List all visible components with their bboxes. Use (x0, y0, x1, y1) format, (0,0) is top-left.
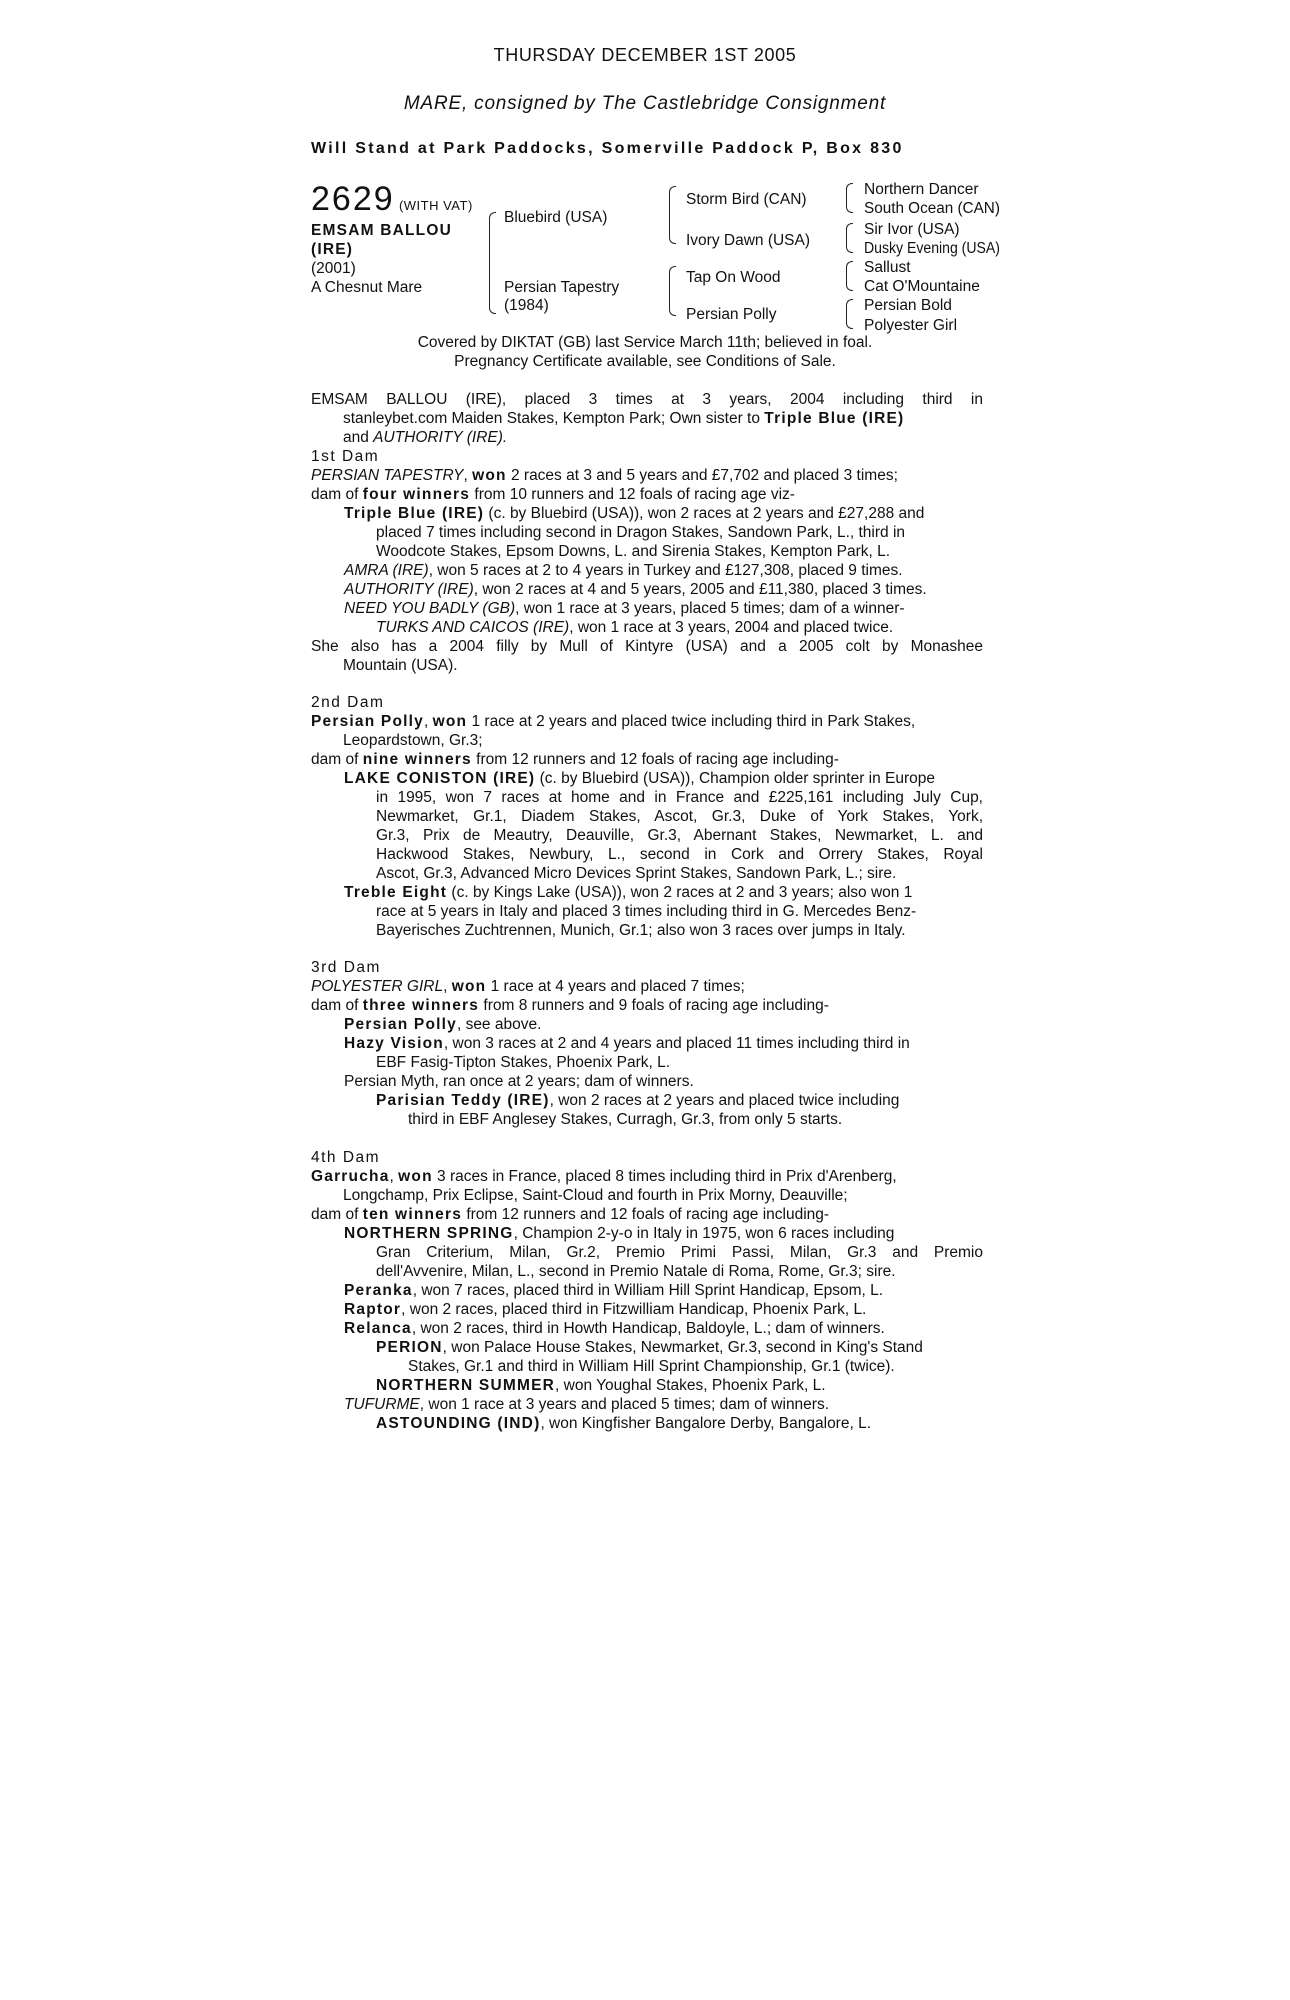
triple-blue-line-1: Triple Blue (IRE) (c. by Bluebird (USA)), won 2 races at 2 years and £27,288 and (344, 505, 925, 522)
triple-blue-line-2: placed 7 times including second in Dragon Stakes, Sandown Park, L., third in (376, 524, 906, 541)
northern-spring-line-1: NORTHERN SPRING, Champion 2-y-o in Italy in 1975, won 6 races including (344, 1225, 895, 1242)
horse-year: (2001) (311, 260, 356, 277)
intro-line-3: and AUTHORITY (IRE). (343, 429, 508, 446)
amra-line: AMRA (IRE), won 5 races at 2 to 4 years in Turkey and £127,308, placed 9 times. (344, 562, 903, 579)
pedigree-sire-dam: Ivory Dawn (USA) (686, 232, 811, 249)
relanca-line: Relanca, won 2 races, third in Howth Handicap, Baldoyle, L.; dam of winners. (344, 1320, 885, 1337)
pedigree-brace-3d (846, 299, 853, 329)
authority-line: AUTHORITY (IRE), won 2 races at 4 and 5 years, 2005 and £11,380, placed 3 times. (344, 581, 927, 598)
treble-eight-line-2: race at 5 years in Italy and placed 3 times including third in G. Mercedes Benz- (376, 903, 917, 920)
tufurme-line: TUFURME, won 1 race at 3 years and placed 5 times; dam of winners. (344, 1396, 830, 1413)
third-dam-heading: 3rd Dam (311, 959, 381, 976)
pedigree-g4: Dusky Evening (USA) (864, 240, 1000, 257)
northern-spring-line-2: Gran Criterium, Milan, Gr.2, Premio Primi Passi, Milan, Gr.3 and Premio (376, 1244, 983, 1261)
pedigree-g6: Cat O'Mountaine (864, 278, 980, 295)
lake-coniston-line-6: Ascot, Gr.3, Advanced Micro Devices Sprint Stakes, Sandown Park, L.; sire. (376, 865, 897, 882)
pedigree-g3: Sir Ivor (USA) (864, 221, 960, 238)
stand-location: Will Stand at Park Paddocks, Somerville Paddock P, Box 830 (311, 140, 904, 157)
parisian-teddy-line-1: Parisian Teddy (IRE), won 2 races at 2 years and placed twice including (376, 1092, 900, 1109)
pedigree-dam-dam: Persian Polly (686, 306, 777, 323)
parisian-teddy-line-2: third in EBF Anglesey Stakes, Curragh, Gr.3, from only 5 starts. (408, 1111, 843, 1128)
fourth-dam-line-2: Longchamp, Prix Eclipse, Saint-Cloud and fourth in Prix Morny, Deauville; (343, 1187, 848, 1204)
she-also-line-2: Mountain (USA). (343, 657, 458, 674)
consignor-line: MARE, consigned by The Castlebridge Consignment (403, 93, 887, 114)
pedigree-brace-2a (669, 186, 676, 244)
pedigree-dam-year: (1984) (504, 297, 549, 314)
lake-coniston-line-1: LAKE CONISTON (IRE) (c. by Bluebird (USA)), Champion older sprinter in Europe (344, 770, 936, 787)
sale-date: THURSDAY DECEMBER 1ST 2005 (493, 45, 797, 65)
pedigree-dam: Persian Tapestry (504, 279, 620, 296)
sibling-triple-blue: Triple Blue (IRE) (764, 410, 905, 427)
horse-country: (IRE) (311, 241, 354, 258)
perion-line-2: Stakes, Gr.1 and third in William Hill Sprint Championship, Gr.1 (twice). (408, 1358, 895, 1375)
she-also-line-1: She also has a 2004 filly by Mull of Kintyre (USA) and a 2005 colt by Monashee (311, 638, 983, 655)
lot-number-row (311, 180, 473, 225)
treble-eight-line-1: Treble Eight (c. by Kings Lake (USA)), won 2 races at 2 and 3 years; also won 1 (344, 884, 913, 901)
raptor-line: Raptor, won 2 races, placed third in Fitzwilliam Handicap, Phoenix Park, L. (344, 1301, 867, 1318)
second-dam-heading: 2nd Dam (311, 694, 385, 711)
third-dam-line-2: dam of three winners from 8 runners and 9 foals of racing age including- (311, 997, 829, 1014)
first-dam-heading: 1st Dam (311, 448, 380, 465)
peranka-line: Peranka, won 7 races, placed third in William Hill Sprint Handicap, Epsom, L. (344, 1282, 884, 1299)
pedigree-brace-3b (846, 223, 853, 253)
pedigree-brace-2b (669, 266, 676, 316)
need-you-badly-line: NEED YOU BADLY (GB), won 1 race at 3 years, placed 5 times; dam of a winner- (344, 600, 905, 617)
pedigree-g5: Sallust (864, 259, 911, 276)
turks-line: TURKS AND CAICOS (IRE), won 1 race at 3 years, 2004 and placed twice. (376, 619, 894, 636)
pedigree-sire-sire: Storm Bird (CAN) (686, 191, 807, 208)
fourth-dam-line-3: dam of ten winners from 12 runners and 12 foals of racing age including- (311, 1206, 830, 1223)
pedigree-g1: Northern Dancer (864, 181, 979, 198)
lot-number: 2629 (311, 180, 395, 218)
vat-note: (WITH VAT) (398, 198, 473, 213)
astounding-line: ASTOUNDING (IND), won Kingfisher Bangalore Derby, Bangalore, L. (376, 1415, 872, 1432)
triple-blue-line-3: Woodcote Stakes, Epsom Downs, L. and Sirenia Stakes, Kempton Park, L. (376, 543, 891, 560)
second-dam-line-1: Persian Polly, won 1 race at 2 years and placed twice including third in Park Stakes, (311, 713, 916, 730)
lake-coniston-line-2: in 1995, won 7 races at home and in France and £225,161 including July Cup, (376, 789, 983, 806)
pedigree-g8: Polyester Girl (864, 317, 958, 334)
pedigree-dam-sire: Tap On Wood (686, 269, 781, 286)
intro-line-1: EMSAM BALLOU (IRE), placed 3 times at 3 years, 2004 including third in (311, 391, 983, 408)
first-dam-line-1: PERSIAN TAPESTRY, won 2 races at 3 and 5 years and £7,702 and placed 3 times; (311, 467, 898, 484)
horse-description: A Chesnut Mare (311, 279, 423, 296)
pedigree-sire: Bluebird (USA) (504, 209, 608, 226)
second-dam-line-2: Leopardstown, Gr.3; (343, 732, 483, 749)
northern-summer-line: NORTHERN SUMMER, won Youghal Stakes, Phoenix Park, L. (376, 1377, 826, 1394)
lake-coniston-line-3: Newmarket, Gr.1, Diadem Stakes, Ascot, Gr.3, Duke of York Stakes, York, (376, 808, 983, 825)
third-dam-line-1: POLYESTER GIRL, won 1 race at 4 years and placed 7 times; (311, 978, 745, 995)
pregnancy-note: Pregnancy Certificate available, see Conditions of Sale. (454, 353, 836, 370)
fourth-dam-line-1: Garrucha, won 3 races in France, placed 8 times including third in Prix d'Arenberg, (311, 1168, 897, 1185)
persian-myth-line: Persian Myth, ran once at 2 years; dam of winners. (344, 1073, 694, 1090)
first-dam-line-2: dam of four winners from 10 runners and 12 foals of racing age viz- (311, 486, 795, 503)
pedigree-brace-3c (846, 261, 853, 291)
covered-note: Covered by DIKTAT (GB) last Service March 11th; believed in foal. (417, 334, 873, 351)
hazy-vision-line-1: Hazy Vision, won 3 races at 2 and 4 years and placed 11 times including third in (344, 1035, 910, 1052)
northern-spring-line-3: dell'Avvenire, Milan, L., second in Premio Natale di Roma, Rome, Gr.3; sire. (376, 1263, 896, 1280)
second-dam-line-3: dam of nine winners from 12 runners and 12 foals of racing age including- (311, 751, 839, 768)
lake-coniston-line-4: Gr.3, Prix de Meautry, Deauville, Gr.3, Abernant Stakes, Newmarket, L. and (376, 827, 983, 844)
pedigree-g7: Persian Bold (864, 297, 952, 314)
horse-name: EMSAM BALLOU (311, 222, 452, 239)
pedigree-brace-3a (846, 183, 853, 213)
fourth-dam-heading: 4th Dam (311, 1149, 381, 1166)
treble-eight-line-3: Bayerisches Zuchtrennen, Munich, Gr.1; also won 3 races over jumps in Italy. (376, 922, 906, 939)
pedigree-brace-1 (489, 212, 496, 314)
persian-polly-ref: Persian Polly, see above. (344, 1016, 542, 1033)
pedigree-g2: South Ocean (CAN) (864, 200, 1000, 217)
lake-coniston-line-5: Hackwood Stakes, Newbury, L., second in Cork and Orrery Stakes, Royal (376, 846, 983, 863)
intro-line-2: stanleybet.com Maiden Stakes, Kempton Park; Own sister to Triple Blue (IRE) (343, 410, 905, 427)
perion-line-1: PERION, won Palace House Stakes, Newmarket, Gr.3, second in King's Stand (376, 1339, 923, 1356)
hazy-vision-line-2: EBF Fasig-Tipton Stakes, Phoenix Park, L. (376, 1054, 671, 1071)
